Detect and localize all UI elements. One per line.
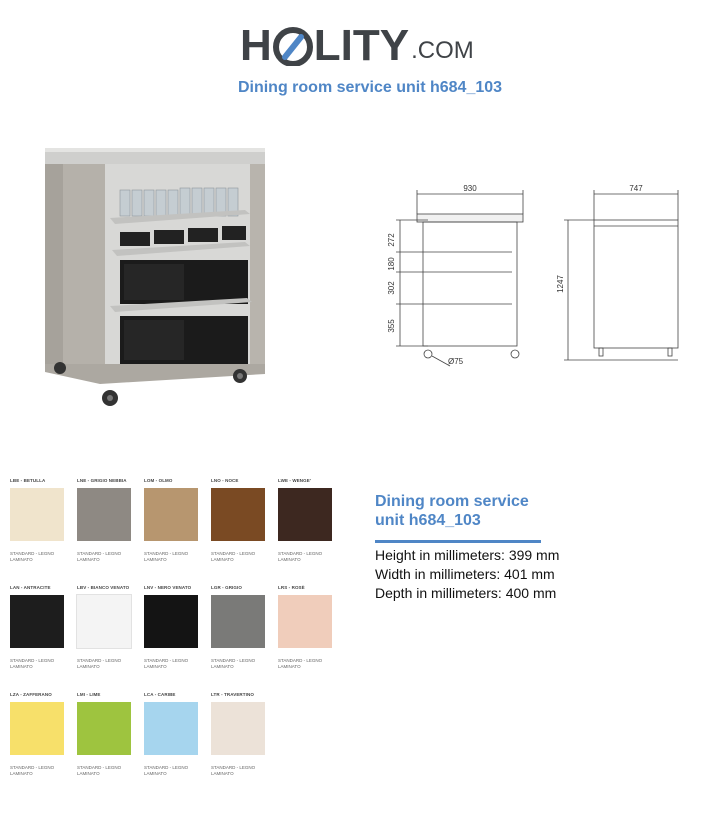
- finish-code: LBE - BETULLA: [10, 478, 46, 483]
- finish-description: STANDARD - LEGNO LAMINATO: [10, 765, 55, 776]
- spec-divider: [375, 540, 541, 543]
- spec-title-line1: Dining room service: [375, 493, 529, 510]
- spec-width: Width in millimeters: 401 mm: [375, 566, 555, 582]
- dim-h4-label: 355: [387, 319, 396, 333]
- page-subtitle: Dining room service unit h684_103: [237, 79, 503, 96]
- finish-color-chip: [77, 595, 131, 648]
- finish-description: STANDARD - LEGNO LAMINATO: [278, 551, 323, 562]
- finish-code: LCA - CARIBE: [144, 692, 176, 697]
- finish-swatch[interactable]: [77, 585, 131, 670]
- finish-code: LBV - BIANCO VENATO: [77, 585, 130, 590]
- dim-total-height-label: 1247: [556, 275, 565, 293]
- finish-color-chip: [278, 595, 332, 648]
- logo-letter-h: H: [240, 21, 272, 70]
- technical-drawing: [380, 180, 700, 385]
- finish-swatch[interactable]: [77, 478, 131, 563]
- logo-wordmark: [240, 21, 410, 70]
- finish-swatch[interactable]: [278, 478, 332, 563]
- spec-list: [375, 546, 559, 603]
- finish-code: LMI - LIME: [77, 692, 101, 697]
- finish-swatch[interactable]: [77, 692, 131, 777]
- finish-code: LOM - OLMO: [144, 478, 173, 483]
- finish-code: LAN - ANTRACITE: [10, 585, 51, 590]
- dim-h2-label: 180: [387, 257, 396, 271]
- finish-description: STANDARD - LEGNO LAMINATO: [10, 551, 55, 562]
- finish-color-chip: [144, 488, 198, 541]
- finish-description: STANDARD - LEGNO LAMINATO: [211, 765, 256, 776]
- logo-o-icon: [273, 26, 313, 66]
- finish-code: LNE - GRIGIO NEBBIA: [77, 478, 127, 483]
- finish-color-chip: [10, 488, 64, 541]
- finish-code: LNO - NOCE: [211, 478, 239, 483]
- finish-color-chip: [77, 488, 131, 541]
- finish-description: STANDARD - LEGNO LAMINATO: [211, 551, 256, 562]
- finish-code: LRS - ROSÈ: [278, 585, 305, 590]
- holity-logo[interactable]: [240, 20, 474, 68]
- finish-code: LNV - NERO VENATO: [144, 585, 192, 590]
- finish-description: STANDARD - LEGNO LAMINATO: [211, 658, 256, 669]
- finish-description: STANDARD - LEGNO LAMINATO: [77, 658, 122, 669]
- finish-code: LZA - ZAFFERANO: [10, 692, 52, 697]
- finish-swatch[interactable]: [10, 692, 64, 777]
- finish-swatch[interactable]: [10, 478, 64, 563]
- finish-description: STANDARD - LEGNO LAMINATO: [144, 658, 189, 669]
- finish-color-chip: [211, 595, 265, 648]
- finish-color-chip: [144, 702, 198, 755]
- dim-h1-label: 272: [387, 233, 396, 247]
- spec-title: [375, 492, 565, 530]
- finish-color-chip: [144, 595, 198, 648]
- finish-description: STANDARD - LEGNO LAMINATO: [10, 658, 55, 669]
- finish-code: LTR - TRAVERTINO: [211, 692, 254, 697]
- dim-wheel-label: Ø75: [448, 357, 464, 366]
- finish-code: LGR - GRIGIO: [211, 585, 242, 590]
- finish-description: STANDARD - LEGNO LAMINATO: [77, 551, 122, 562]
- finish-color-chip: [77, 702, 131, 755]
- finish-description: STANDARD - LEGNO LAMINATO: [144, 551, 189, 562]
- finish-swatch[interactable]: [211, 692, 265, 777]
- finish-description: STANDARD - LEGNO LAMINATO: [278, 658, 323, 669]
- finish-description: STANDARD - LEGNO LAMINATO: [144, 765, 189, 776]
- finish-swatch[interactable]: [144, 478, 198, 563]
- finish-color-chip: [211, 702, 265, 755]
- finish-swatch[interactable]: [144, 692, 198, 777]
- finish-code: LWE - WENGE': [278, 478, 312, 483]
- finish-color-chip: [211, 488, 265, 541]
- finish-swatches: [10, 478, 350, 818]
- finish-swatch[interactable]: [278, 585, 332, 670]
- dim-h3-label: 302: [387, 281, 396, 295]
- finish-color-chip: [10, 595, 64, 648]
- finish-swatch[interactable]: [144, 585, 198, 670]
- dim-depth-label: 747: [629, 184, 643, 193]
- finish-color-chip: [278, 488, 332, 541]
- spec-title-line2: unit h684_103: [375, 512, 481, 529]
- finish-swatch[interactable]: [10, 585, 64, 670]
- dim-width-label: 930: [463, 184, 477, 193]
- logo-domain: .COM: [411, 37, 474, 64]
- product-image: [40, 140, 280, 415]
- spec-depth: Depth in millimeters: 400 mm: [375, 585, 557, 601]
- finish-swatch[interactable]: [211, 478, 265, 563]
- finish-description: STANDARD - LEGNO LAMINATO: [77, 765, 122, 776]
- spec-height: Height in millimeters: 399 mm: [375, 547, 560, 563]
- logo-letters-lity: LITY: [313, 21, 410, 70]
- finish-color-chip: [10, 702, 64, 755]
- finish-swatch[interactable]: [211, 585, 265, 670]
